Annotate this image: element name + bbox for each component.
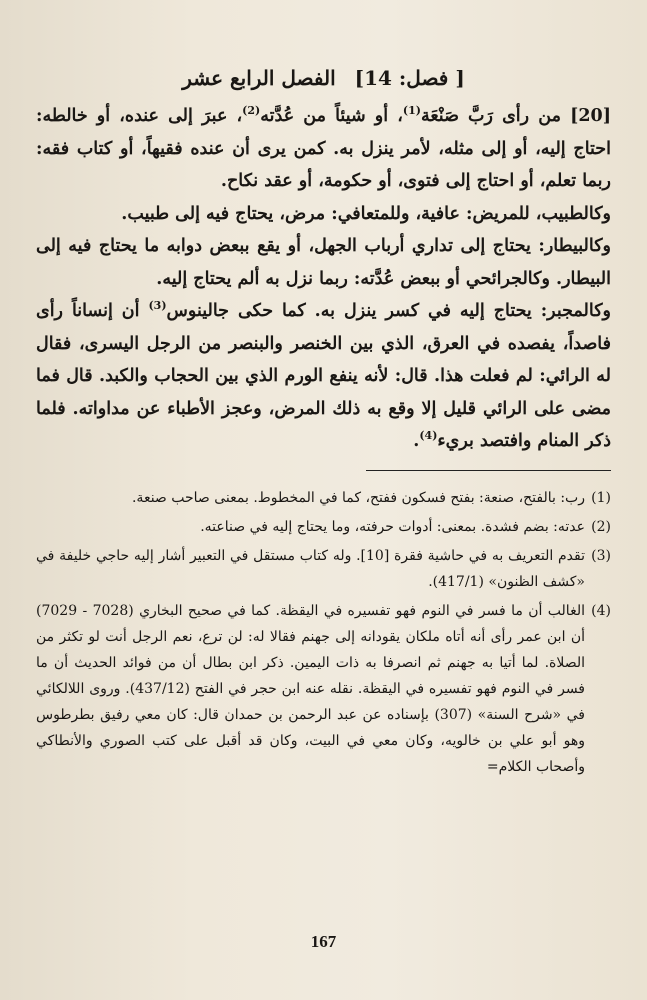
paragraph-veterinarian: وكالبيطار: يحتاج إلى تداري أرباب الجهل، أو يقع ببعض دوابه ما يحتاج فيه إلى البيطار. وكالجرائحي أو ببعض عُدَّته: ربما نزل به ألم يحتاج إليه. bbox=[36, 236, 611, 289]
footnote-number: (1) bbox=[591, 489, 611, 506]
footnote-text: الغالب أن ما فسر في النوم فهو تفسيره في اليقظة. كما في صحيح البخاري (7028 - 7029) أن ابن عمر رأى أنه أتاه ملكان يقودانه إلى جهنم فقالا له: لن ترع، نعم الرجل أنت لو تكثر من الصلاة. لما أتيا به جهنم ثم انصرفا به ذات اليمين. ذكر ابن بطال أن من فوائد الحديث أن ما فسر في النوم فهو تفسيره في اليقظة. نقله عنه ابن حجر في الفتح (437/12). وروى اللالكائي في «شرح السنة» (307) بإسناده عن عبد الرحمن بن حمدان قال: كان معي رفيق بطرطوس وهو أبو علي بن خالويه، وكان معي في البيت، وكان قد أقبل على كتب الصوري والأنطاكي وأصحاب الكلام= bbox=[36, 602, 586, 775]
footnote bbox=[36, 598, 611, 780]
footnote-text: رب: بالفتح، صنعة: بفتح فسكون ففتح، كما في المخطوط. بمعنى صاحب صنعة. bbox=[131, 489, 585, 506]
footnotes bbox=[36, 485, 611, 780]
paragraph-text: وكالمجبر: يحتاج إليه في كسر ينزل به. كما حكى جالينوس bbox=[166, 301, 611, 321]
paragraph-text: ، عبرَ إلى عنده، أو خالطه: احتاج إليه، أو إلى مثله، لأمر ينزل به. كمن يرى أن عنده فقيهاً، أو كتاب فقه: ربما تعلم، أو احتاج إلى فتوى، أو حكومة، أو عقد نكاح. bbox=[36, 106, 611, 191]
footnote-ref-2: (2) bbox=[242, 104, 261, 118]
paragraph-text: ، أو شيئاً من عُدَّته bbox=[260, 106, 403, 126]
footnote-ref-3: (3) bbox=[148, 299, 167, 313]
footnote bbox=[36, 514, 611, 540]
page-number: 167 bbox=[310, 932, 337, 951]
paragraph-text: أن إنساناً رأى فاصداً، يفصده في العرق، الذي بين الخنصر والبنصر من الرجل اليسرى، فقال له الرائي: لم فعلت هذا. قال: لأنه ينفع الورم الذي بين الحجاب والكبد. قال فما مضى على الرائي قليل إلا وقع به ذلك المرض، وعجز الأطباء عن مداواته. فلما ذكر المنام وافتصد بريء bbox=[36, 301, 611, 451]
footnote-divider bbox=[366, 470, 611, 471]
paragraph-text: [20] من رأى رَبَّ صَنْعَة bbox=[420, 106, 611, 126]
paragraph-physician: وكالطبيب، للمريض: عافية، وللمتعافي: مرض، يحتاج فيه إلى طبيب. bbox=[121, 203, 611, 224]
footnote-text: تقدم التعريف به في حاشية فقرة [10]. وله كتاب مستقل في التعبير أشار إليه حاجي خليفة في «كشف الظنون» (417/1). bbox=[36, 547, 585, 590]
footnote-text: عدته: بضم فشدة. بمعنى: أدوات حرفته، وما يحتاج إليه في صناعته. bbox=[200, 518, 585, 535]
footnote bbox=[36, 485, 611, 511]
page-content bbox=[36, 66, 611, 783]
footnote-ref-1: (1) bbox=[402, 104, 421, 118]
paragraph-20 bbox=[36, 100, 611, 198]
footnote-number: (2) bbox=[591, 518, 611, 535]
footnote-number: (3) bbox=[591, 547, 611, 564]
paragraph-text: . bbox=[413, 431, 420, 451]
footnote bbox=[36, 543, 611, 595]
chapter-title: الفصل الرابع عشر bbox=[182, 66, 336, 90]
footnote-ref-4: (4) bbox=[419, 429, 438, 443]
main-text bbox=[36, 100, 611, 458]
paragraph-bonesetter bbox=[36, 295, 611, 458]
chapter-label: [ فصل: 14] bbox=[354, 66, 465, 90]
chapter-header bbox=[36, 66, 611, 90]
footnote-number: (4) bbox=[591, 602, 611, 619]
